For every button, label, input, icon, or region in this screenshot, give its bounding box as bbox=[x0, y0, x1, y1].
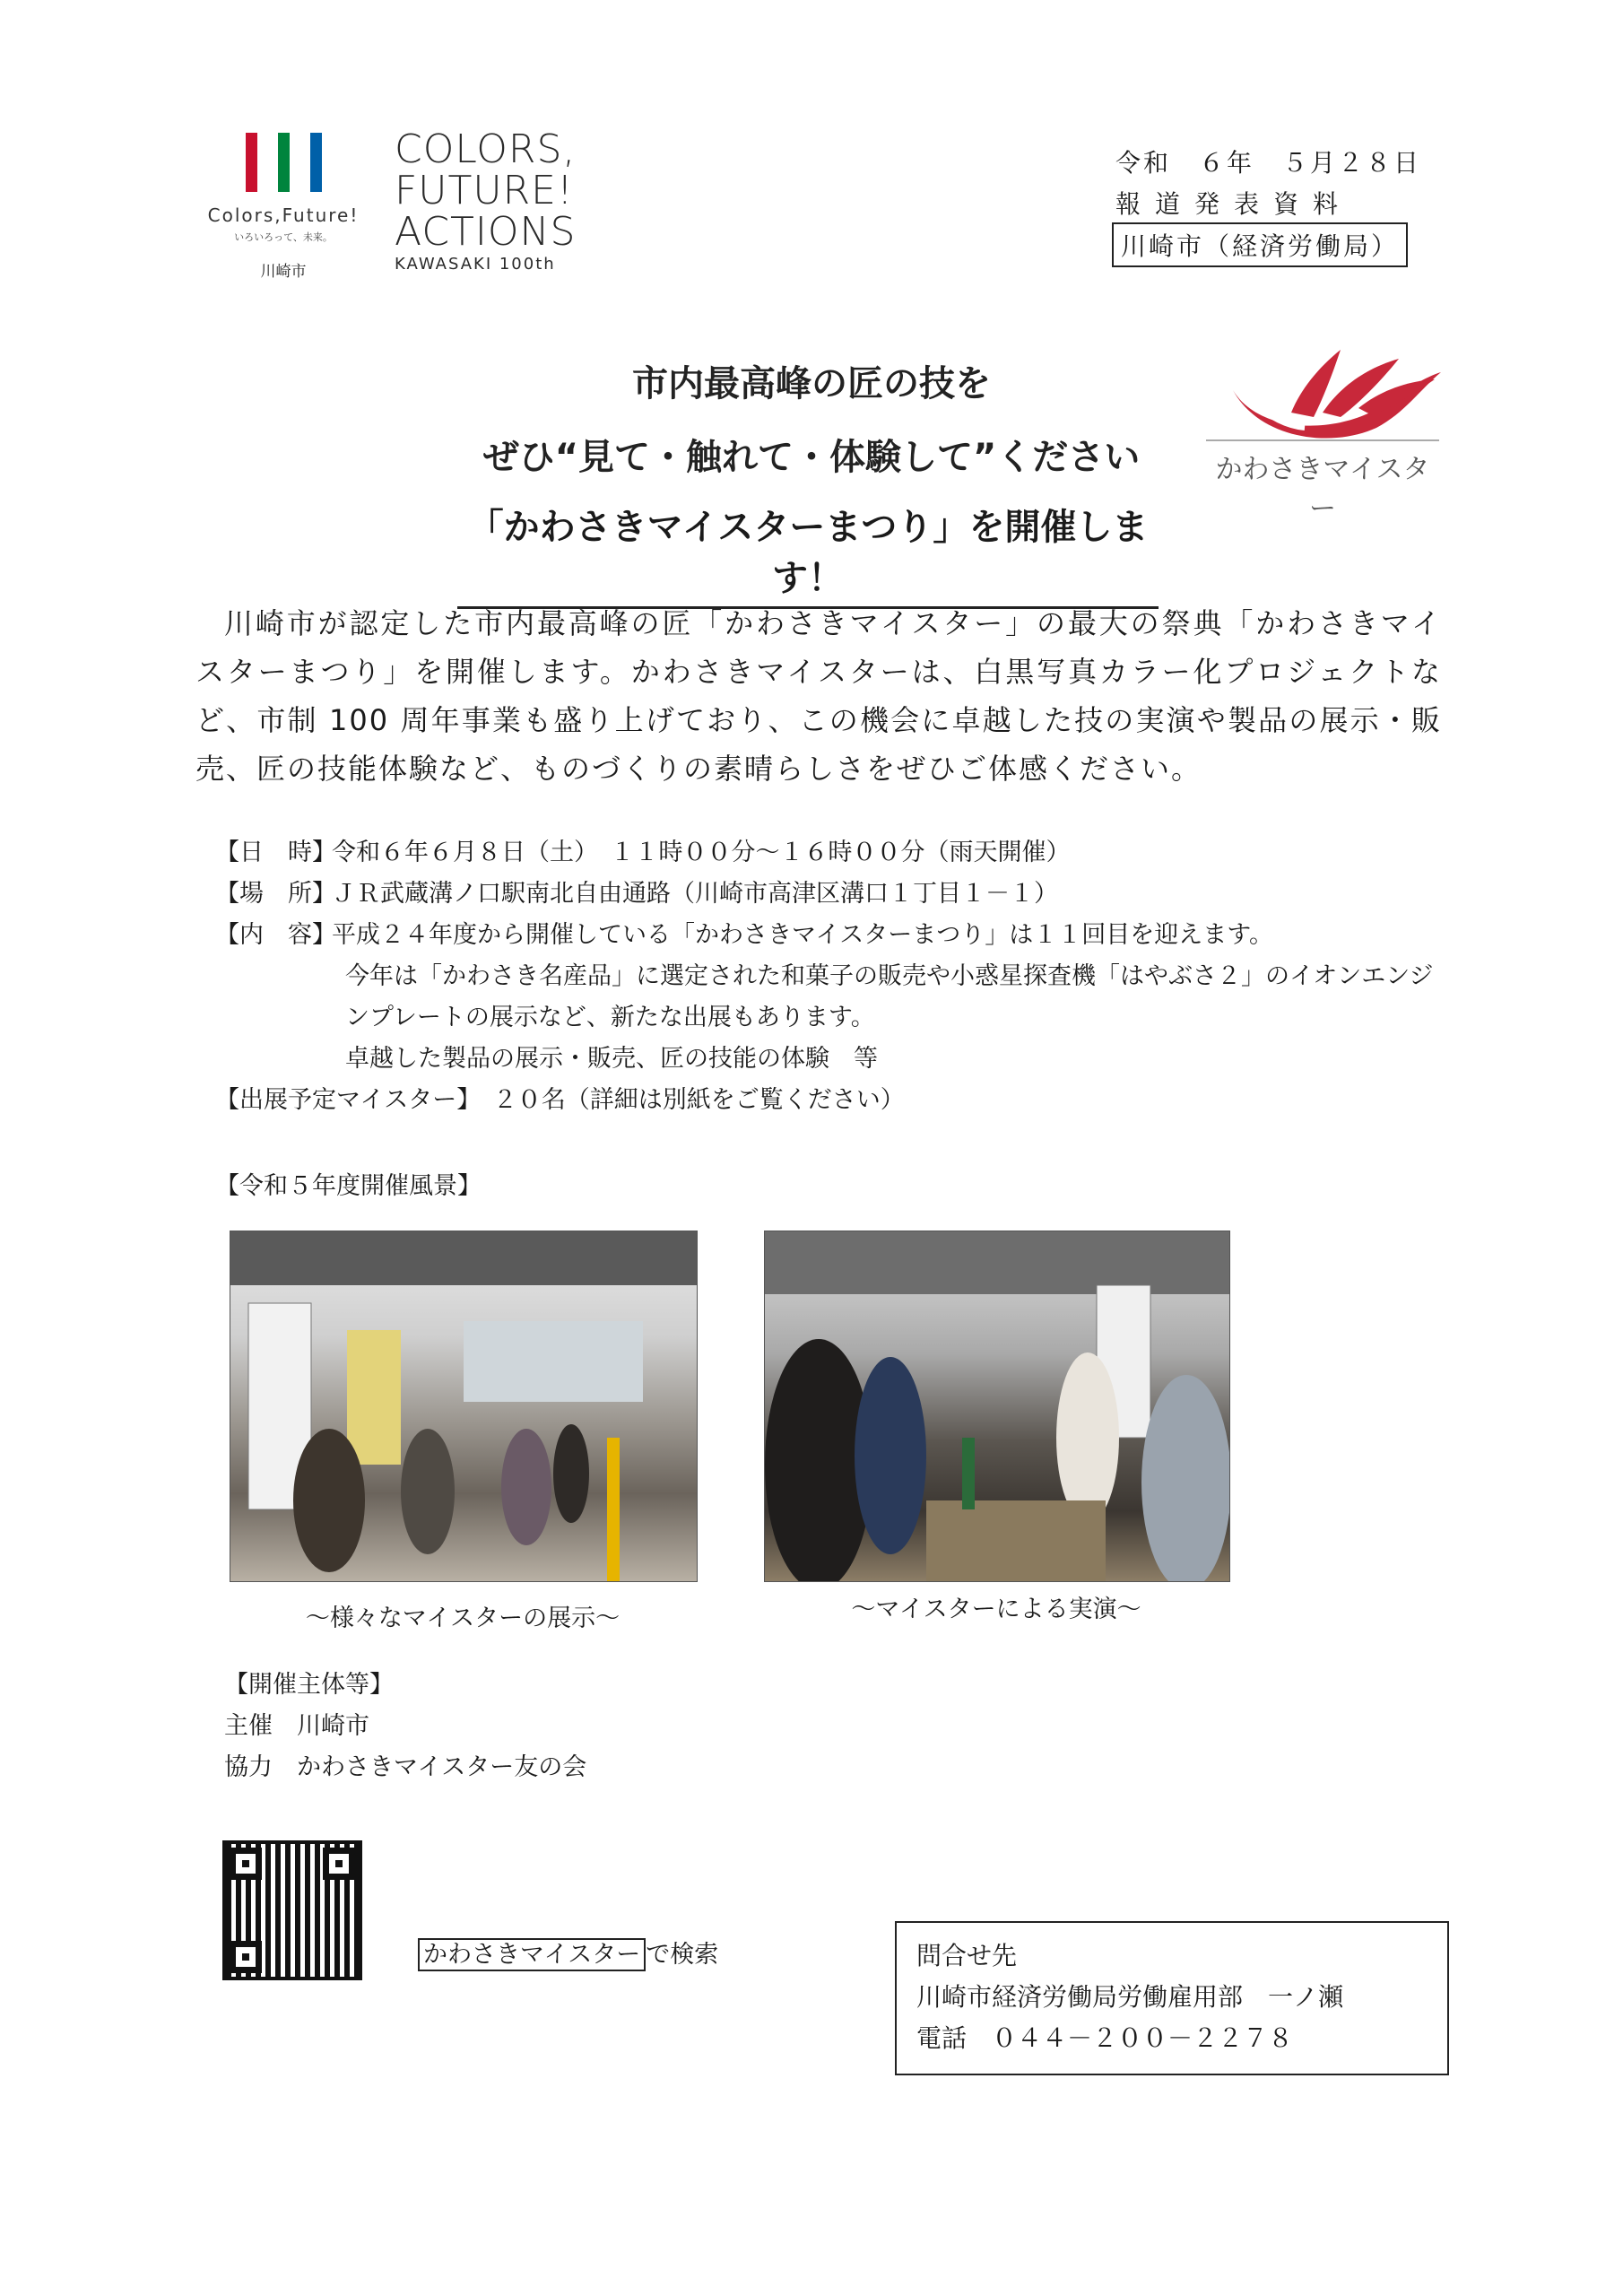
city-logo-bars bbox=[242, 133, 332, 192]
content-line-2: 今年は「かわさき名産品」に選定された和菓子の販売や小惑星探査機「はやぶさ２」のイオンエンジンプレートの展示など、新たな出展もあります。 bbox=[345, 962, 1434, 1031]
photo-caption-1: ～様々なマイスターの展示～ bbox=[305, 1605, 621, 1632]
blue-bar bbox=[310, 133, 322, 192]
logo-colors-en: Colors,Future! bbox=[207, 204, 360, 226]
green-bar bbox=[278, 133, 290, 192]
search-keyword: かわさきマイスター bbox=[418, 1938, 646, 1971]
intro-paragraph: 川崎市が認定した市内最高峰の匠「かわさきマイスター」の最大の祭典「かわさきマイスターまつり」を開催します。かわさきマイスターは、白黒写真カラー化プロジェクトなど、市制 100 周年事業も盛り上げており、この機会に卓越した技の実演や製品の展示・販売、匠の技能体験など、ものづくりの素晴らしさをぜひご体感ください。 bbox=[195, 606, 1442, 786]
datetime-label: 【日 時】 bbox=[215, 839, 336, 866]
organizer-cooperation: 協力 かわさきマイスター友の会 bbox=[224, 1753, 587, 1781]
place-label: 【場 所】 bbox=[215, 880, 336, 908]
info-exhibitors bbox=[215, 1080, 905, 1121]
cfa-line-1: COLORS, bbox=[395, 126, 577, 172]
demonstration-photo bbox=[764, 1231, 1230, 1582]
title-line-2: ぜひ“見て・触れて・体験して”ください bbox=[482, 437, 1141, 478]
place-value: ＪＲ武蔵溝ノ口駅南北自由通路（川崎市高津区溝口１丁目１－１） bbox=[332, 880, 1058, 908]
contact-phone: 電話 ０４４－２００－２２７８ bbox=[916, 2023, 1294, 2053]
exhibit-photo bbox=[230, 1231, 698, 1582]
exhibit-photo-scene bbox=[230, 1231, 697, 1581]
content-label: 【内 容】 bbox=[215, 921, 336, 949]
press-label: 報道発表資料 bbox=[1115, 189, 1353, 219]
release-date: 令和 ６年 ５月２８日 bbox=[1115, 148, 1422, 178]
contact-box bbox=[895, 1921, 1449, 2075]
info-place bbox=[215, 874, 1058, 915]
cfa-logo bbox=[395, 126, 583, 255]
search-suffix: で検索 bbox=[646, 1941, 719, 1969]
photo-caption-2: ～マイスターによる実演～ bbox=[851, 1596, 1141, 1623]
datetime-value: 令和６年６月８日（土） １１時００分～１６時００分（雨天開催） bbox=[332, 839, 1071, 866]
organizer-heading: 【開催主体等】 bbox=[224, 1671, 394, 1699]
demonstration-photo-scene bbox=[765, 1231, 1229, 1581]
logo-city: 川崎市 bbox=[260, 263, 307, 281]
title-line-1: 市内最高峰の匠の技を bbox=[632, 363, 991, 404]
cfa-line-3: ACTIONS bbox=[395, 209, 577, 255]
department-box: 川崎市（経済労働局） bbox=[1112, 222, 1408, 267]
photos-heading: 【令和５年度開催風景】 bbox=[215, 1172, 482, 1200]
qr-code-icon[interactable] bbox=[222, 1840, 362, 1980]
cfa-line-2: FUTURE! bbox=[395, 168, 574, 213]
contact-heading: 問合せ先 bbox=[916, 1941, 1018, 1970]
info-content bbox=[215, 915, 1273, 956]
content-line-1: 平成２４年度から開催している「かわさきマイスターまつり」は１１回目を迎えます。 bbox=[332, 921, 1274, 949]
title-line-3: 「かわさきマイスターまつり」を開催します！ bbox=[457, 499, 1159, 609]
logo-colors-jp: いろいろって、未来。 bbox=[234, 231, 333, 243]
maister-logo-text: かわさきマイスター bbox=[1206, 439, 1439, 526]
info-datetime bbox=[215, 832, 1071, 874]
exhibitors-label: 【出展予定マイスター】 bbox=[215, 1086, 469, 1114]
organizer-host: 主催 川崎市 bbox=[224, 1712, 369, 1740]
search-hint bbox=[418, 1935, 718, 1970]
cfa-sub: KAWASAKI 100th bbox=[395, 255, 556, 274]
content-line-3: 卓越した製品の展示・販売、匠の技能の体験 等 bbox=[345, 1045, 878, 1073]
exhibitors-value: ２０名（詳細は別紙をご覧ください） bbox=[492, 1086, 905, 1114]
red-bar bbox=[246, 133, 257, 192]
contact-office: 川崎市経済労働局労働雇用部 一ノ瀬 bbox=[916, 1982, 1344, 2012]
